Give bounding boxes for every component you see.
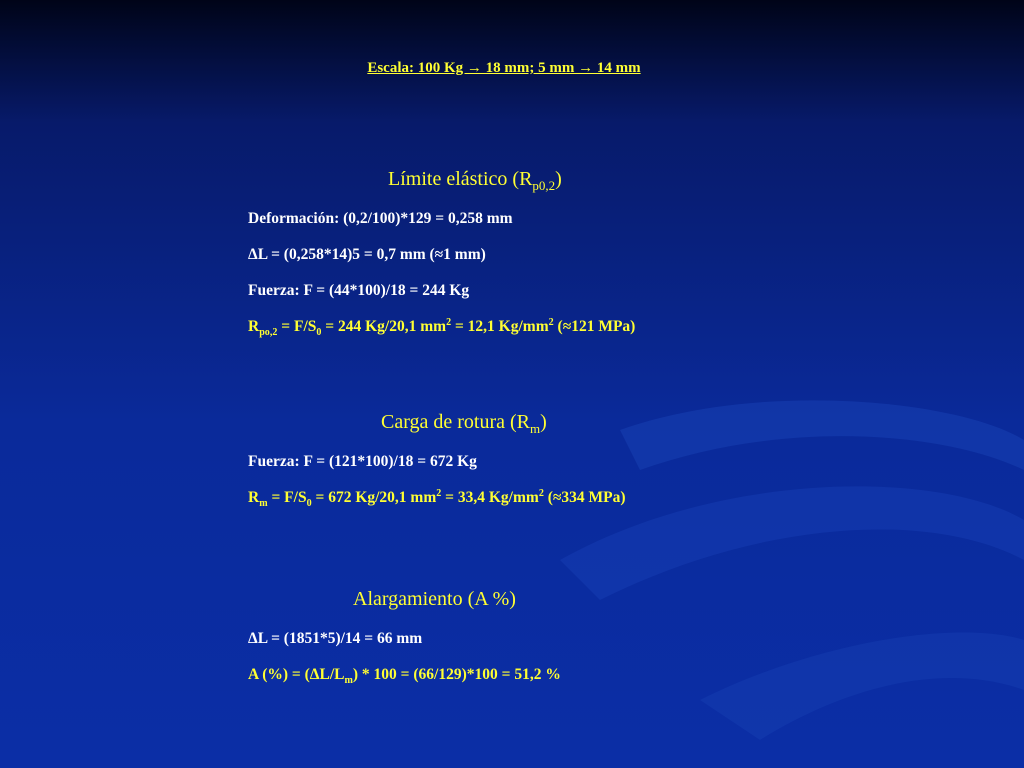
section-title-yield-strength: Límite elástico $(R_{p0,2})$	[388, 168, 562, 193]
yield-strength-result: $R_{po,2} = F/S_0 = 244$ Kg/20,1 $mm^2 = 12,1$ $Kg/mm^2$ (≈121 MPa)	[248, 316, 636, 339]
delta-l-line-2: ΔL = (1851*5)/14 = 66 mm	[248, 630, 423, 647]
section-title-elongation: Alargamiento (A %)	[353, 588, 516, 610]
scale-note: Escala: 100 Kg → 18 mm; 5 mm → 14 mm	[367, 60, 641, 76]
section-title-tensile-strength: Carga de rotura $(R_m)$	[381, 411, 547, 436]
force-line-2: Fuerza: F = (121*100)/18 = 672 Kg	[248, 453, 477, 470]
force-line: Fuerza: F = (44*100)/18 = 244 Kg	[248, 282, 470, 299]
deformation-line: Deformación: (0,2/100)*129 = 0,258 mm	[248, 210, 513, 227]
elongation-result: A (%) = $(\Delta L/L_m) * 100 = (66/129)*100 = 51,2$ %	[248, 666, 561, 687]
delta-l-line: ΔL = (0,258*14)5 = 0,7 mm (≈1 mm)	[248, 246, 486, 263]
tensile-strength-result: $R_m = F/S_0 = 672$ Kg/20,1 $mm^2 = 33,4$ $Kg/mm^2$ (≈334 MPa)	[248, 487, 626, 510]
